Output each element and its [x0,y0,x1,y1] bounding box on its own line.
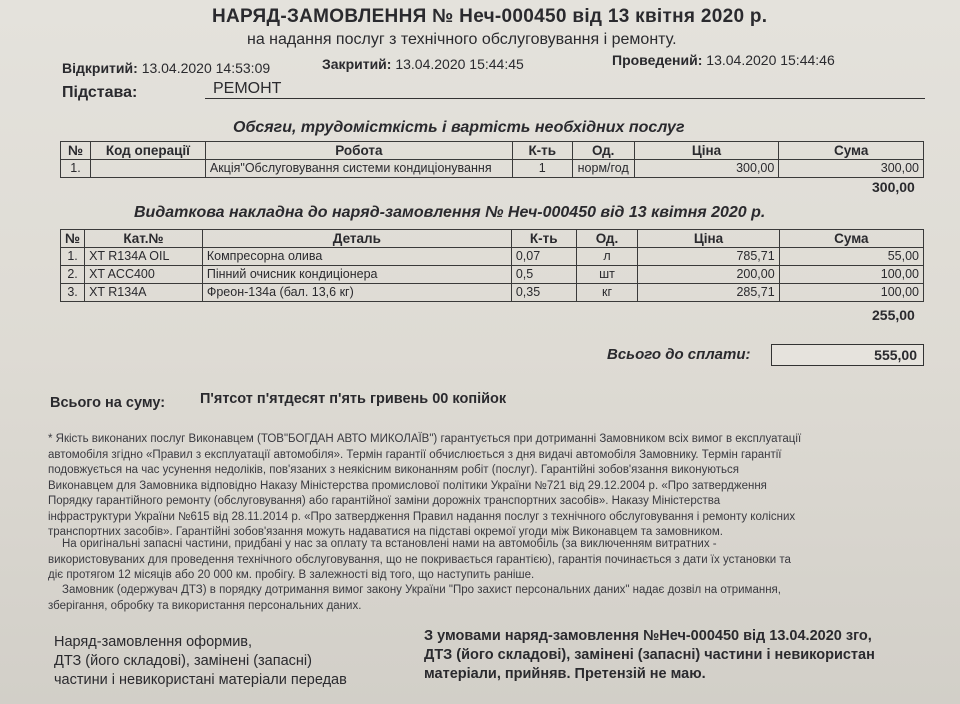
posted-label: Проведений: [612,52,703,68]
col-header: Кат.№ [85,230,203,248]
warranty-paragraph-3 [48,583,781,614]
col-header: Ціна [634,142,779,160]
text-line: зберігання, обробку та використання персональних даних. [48,599,362,612]
amount-words-label: Всього на суму: [50,395,166,411]
cell-sum: 300,00 [779,160,924,178]
cell-price: 200,00 [638,266,779,284]
opened-date [62,60,270,76]
text-line: діє протягом 12 місяців або 20 000 км. пробігу. В залежності від того, що наступить раніше. [48,569,535,581]
opened-label: Відкритий: [62,60,138,76]
col-header: Сума [779,142,924,160]
text-line: подовжується на час усунення недоліків, пов'язаних з неякісним виконанням робіт (послуг). Гарантійні зобов'язання виконуються [48,464,739,476]
amount-words-value: П'ятсот п'ятдесят п'ять гривень 00 копійок [200,391,507,407]
col-header: К-ть [511,230,576,248]
cell-price: 785,71 [638,248,779,266]
col-header: Од. [572,142,634,160]
cell-part: Фреон-134а (бал. 13,6 кг) [202,284,511,302]
text-line: частини і невикористані матеріали передав [54,672,347,688]
col-header: Ціна [638,230,779,248]
cell-part: Пінний очисник кондиціонера [202,266,511,284]
services-total: 300,00 [872,179,915,195]
parts-title: Видаткова накладна до наряд-замовлення № Неч-000450 від 13 квітня 2020 р. [134,204,766,221]
cell-work: Акція"Обслуговування системи кондиціонування [205,160,512,178]
cell-price: 300,00 [634,160,779,178]
cell-unit: норм/год [572,160,634,178]
cell-num: 1. [61,160,91,178]
text-line: ДТЗ (його складові), замінені (запасні) [54,653,312,669]
text-line: автомобіля згідно «Правил з експлуатації автомобіля». Термін гарантії обчислюється з дня видачі автомобіля Замовнику. Термін гарантії [48,448,782,461]
posted-date [612,52,835,68]
text-line: використовуваних для проведення технічного обслуговування, що не покривається гарантією), гарантія починається з дати їх установки та [48,553,791,566]
col-header: Деталь [202,230,511,248]
text-line: транспортних засобів». Гарантійні зобов'язання можуть надаватися на підставі окремої угоди між Виконавцем та замовником. [48,526,723,538]
cell-unit: кг [576,284,638,302]
closed-value: 13.04.2020 15:44:45 [395,56,524,72]
col-header: К-ть [512,142,572,160]
text-line: Наряд-замовлення оформив, [54,634,253,650]
posted-value: 13.04.2020 15:44:46 [706,52,835,68]
col-header: Од. [576,230,638,248]
services-table [60,141,924,178]
table-row [61,266,924,284]
grand-total-label: Всього до сплати: [607,346,751,363]
closed-date [322,56,524,72]
cell-unit: шт [576,266,638,284]
cell-sum: 100,00 [779,284,923,302]
cell-qty: 0,07 [511,248,576,266]
cell-qty: 0,35 [511,284,576,302]
warranty-paragraph-1 [48,432,801,541]
cell-qty: 1 [512,160,572,178]
text-line: Порядку гарантійного ремонту (обслуговування) або гарантійної заміни дорожніх транспортних засобів». Наказу Міністерства [48,495,721,507]
grand-total-value: 555,00 [771,344,924,366]
col-header: Код операції [90,142,205,160]
col-header: Сума [779,230,923,248]
cell-part: Компресорна олива [202,248,511,266]
parts-total: 255,00 [872,307,915,323]
closed-label: Закритий: [322,56,392,72]
text-line: інфраструктури України №615 від 28.11.2014 р. «Про затвердження Правил надання послуг з технічного обслуговування і ремонту колісних [48,510,796,523]
cell-qty: 0,5 [511,266,576,284]
footer-left [54,633,347,690]
cell-num: 3. [61,284,85,302]
footer-right [424,627,958,684]
text-line: матеріали, прийняв. Претензій не маю. [424,666,706,682]
parts-table [60,229,924,302]
cell-price: 285,71 [638,284,779,302]
cell-sum: 55,00 [779,248,923,266]
text-line: На оригінальні запасні частини, придбані у нас за оплату та встановлені нами на автомобіль (за виключенням витратних - [62,538,717,550]
cell-code [90,160,205,178]
text-line: Виконавцем для Замовника відповідно Наказу Міністерства промислової політики України №721 від 29.12.2004 р. «Про затвердження [48,479,767,492]
cell-catno: XT ACC400 [85,266,203,284]
table-row [61,248,924,266]
cell-catno: XT R134A OIL [85,248,203,266]
col-header: № [61,142,91,160]
table-row [61,284,924,302]
cell-num: 2. [61,266,85,284]
col-header: № [61,230,85,248]
basis-value: РЕМОНТ [205,80,925,99]
cell-num: 1. [61,248,85,266]
warranty-paragraph-2 [48,537,791,584]
services-title: Обсяги, трудомісткість і вартість необхідних послуг [233,119,685,136]
basis-label: Підстава: [62,84,138,101]
text-line: З умовами наряд-замовлення №Неч-000450 від 13.04.2020 зго, [424,628,872,644]
text-line: * Якість виконаних послуг Виконавцем (ТОВ"БОГДАН АВТО МИКОЛАЇВ") гарантується при дотриманні Замовником всіх вимог в експлуатації [48,433,802,445]
table-row [61,160,924,178]
text-line: Замовник (одержувач ДТЗ) в порядку дотримання вимог закону України "Про захист персональних даних" надає дозвіл на отримання, [62,584,781,596]
document-subtitle: на надання послуг з технічного обслуговування і ремонту. [247,31,677,48]
parts-header-row [61,230,924,248]
document-title: НАРЯД-ЗАМОВЛЕННЯ № Неч-000450 від 13 квітня 2020 р. [212,6,768,27]
cell-sum: 100,00 [779,266,923,284]
col-header: Робота [205,142,512,160]
cell-catno: XT R134A [85,284,203,302]
services-header-row [61,142,924,160]
text-line: ДТЗ (його складові), замінені (запасні) частини і невикористан [424,647,875,663]
cell-unit: л [576,248,638,266]
opened-value: 13.04.2020 14:53:09 [141,60,271,76]
